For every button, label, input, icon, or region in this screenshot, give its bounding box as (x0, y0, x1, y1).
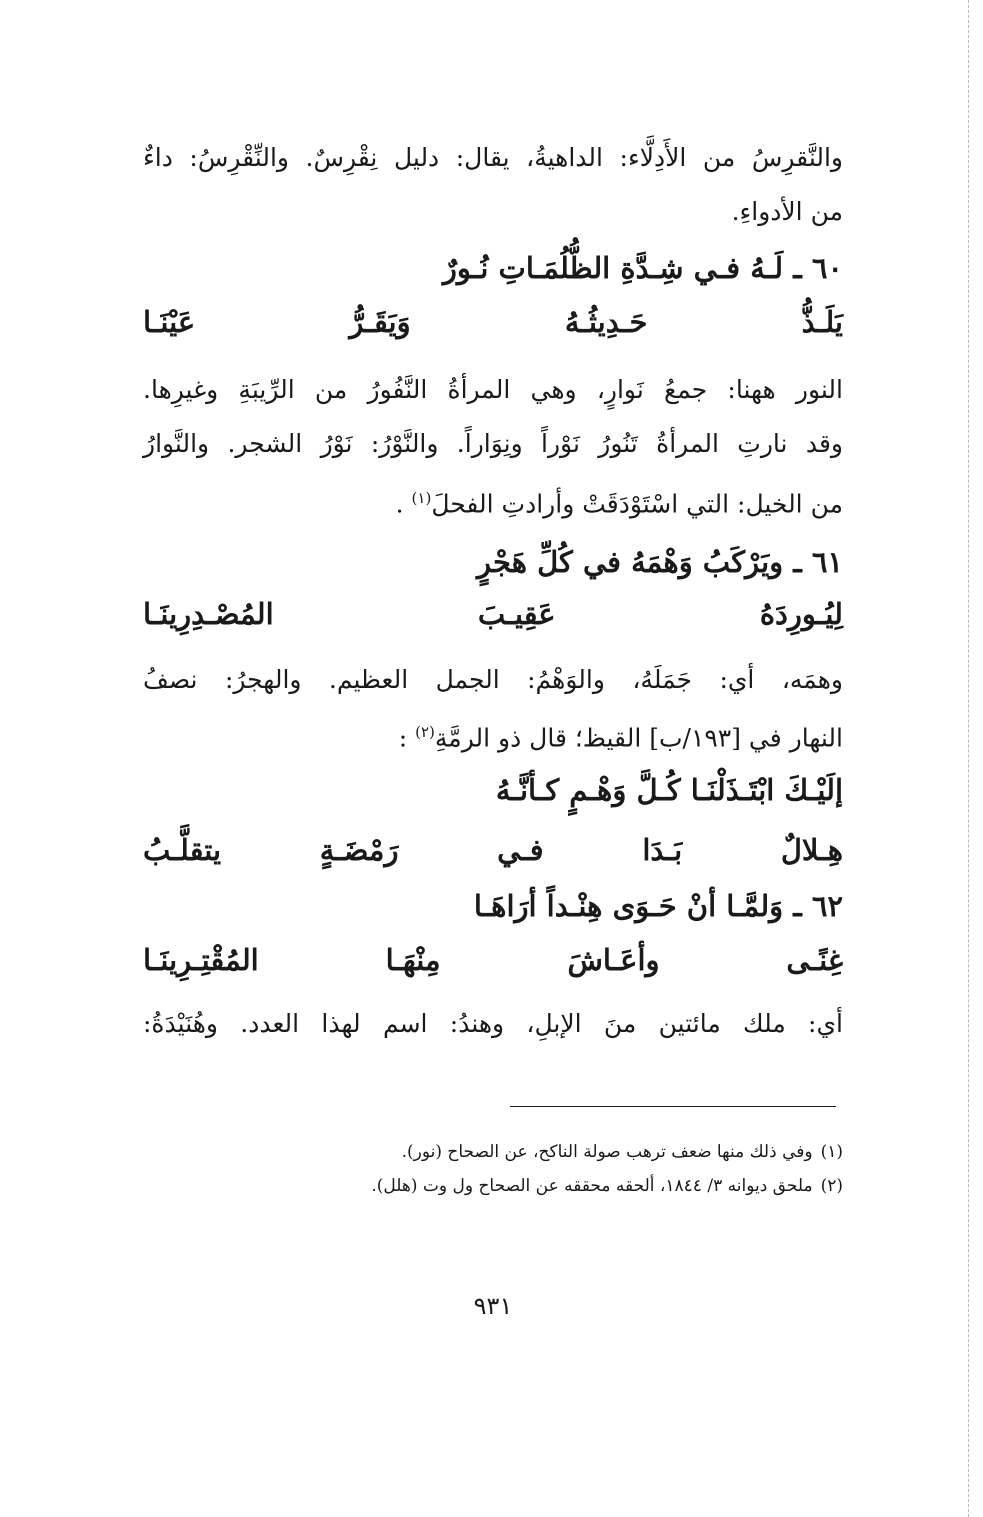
footnote-1 (143, 1138, 843, 1166)
footnote-2-text: ملحق ديوانه ٣/ ١٨٤٤، ألحقه محققه عن الصحاح ول وت (هلل). (371, 1176, 813, 1196)
quoted-verse-first-hemistich: إلَيْـكَ ابْتَـذَلْنَـا كُـلَّ وَهْـمٍ كـأنَّـهُ (495, 773, 843, 807)
footnote-ref-2: (٢) (415, 723, 435, 741)
verse-62-first-hemistich: ٦٢ ـ وَلمَّـا أنْ حَـوَى هِنْـداً أرَاهَـا (473, 889, 843, 923)
verse-61-second-hemistich: لِيُـورِدَهُ عَقِيـبَ المُصْـدِرِينَـا (143, 597, 843, 631)
paragraph-1-line-2: من الأدواءِ. (731, 197, 843, 226)
paragraph-1-line-1: والنَّقرِسُ من الأَدِلَّاء: الداهيةُ، يقال: دليل نِقْرِسٌ. والنِّقْرِسُ: داءٌ (143, 143, 843, 172)
footnote-ref-1: (١) (411, 489, 432, 507)
footnote-2 (143, 1172, 843, 1200)
paragraph-3-line-2-text: النهار في [١٩٣/ب] القيظ؛ قال ذو الرمَّةِ (434, 723, 843, 753)
paragraph-2-line-1: النور ههنا: جمعُ نَوارٍ، وهي المرأةُ النَّفُورُ من الرِّيبَةِ وغيرِها. (143, 375, 843, 404)
paragraph-2-line-3 (143, 478, 843, 524)
footnote-separator (510, 1106, 836, 1107)
verse-60-first-hemistich: ٦٠ ـ لَـهُ فـي شِـدَّةِ الظُّلُمَـاتِ نُـورٌ (442, 251, 843, 285)
paragraph-2-line-2: وقد نارتِ المرأةُ تَنُورُ نَوْراً ونِوَاراً. والنَّوْرُ: نَوْرُ الشجر. والنَّوارُ (143, 429, 843, 458)
footnote-2-number: (٢) (820, 1176, 843, 1196)
paragraph-3-line-2 (143, 712, 843, 758)
paragraph-2-line-3-text: من الخيل: التي اسْتَوْدَقَتْ وأرادتِ الفحلَ (431, 489, 843, 519)
paragraph-4-line-1: أي: ملك مائتين منَ الإبلِ، وهندُ: اسم لهذا العدد. وهُنَيْدَةُ: (143, 1009, 843, 1038)
quoted-verse-second-hemistich: هِـلالٌ بَـدَا فـي رَمْضَـةٍ يتقلَّـبُ (143, 833, 843, 867)
verse-62-second-hemistich: غِنًـى وأعَـاشَ مِنْهَـا المُقْتِـرِينَـا (143, 943, 843, 977)
verse-60-second-hemistich: يَلَـذُّ حَـدِيثُـهُ وَيَقَـرُّ عَيْنَـا (143, 305, 843, 339)
paragraph-3-line-2-end: : (398, 723, 416, 753)
page-number: ٩٣١ (473, 1292, 513, 1320)
verse-61-first-hemistich: ٦١ ـ ويَرْكَبُ وَهْمَهُ في كُلِّ هَجْرٍ (476, 545, 843, 579)
footnote-1-text: وفي ذلك منها ضعف ترهب صولة الناكح، عن الصحاح (نور). (401, 1142, 813, 1162)
footnote-1-number: (١) (820, 1142, 843, 1162)
paragraph-2-line-3-end: . (395, 489, 412, 519)
paragraph-3-line-1: وهمَه، أي: جَمَلَهُ، والوَهْمُ: الجمل العظيم. والهجرُ: نصفُ (143, 665, 843, 694)
